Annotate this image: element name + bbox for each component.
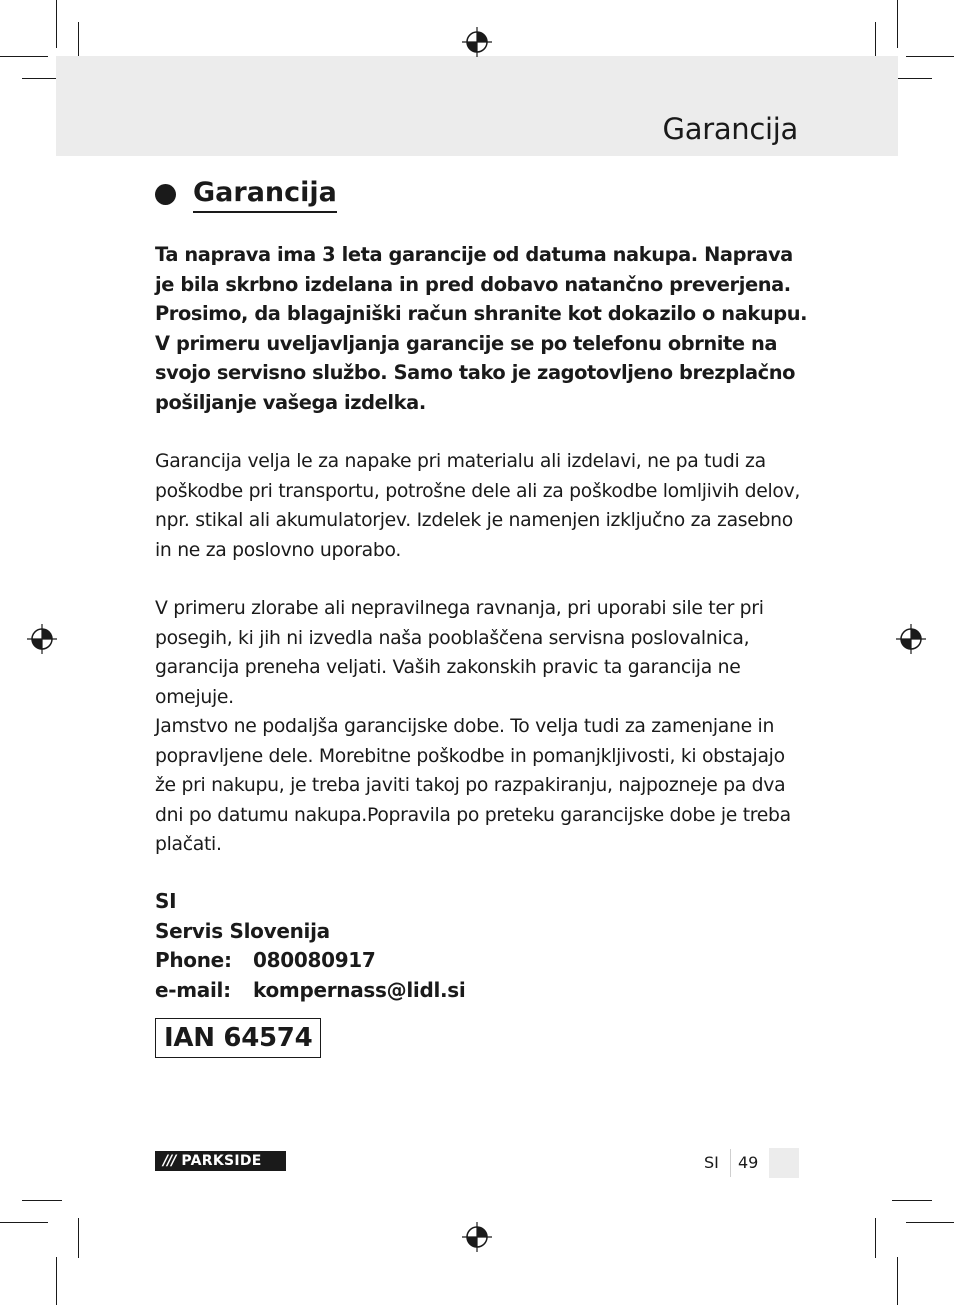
phone-label: Phone: [155, 948, 232, 972]
section-title: Garancija [193, 176, 337, 213]
crop-mark [875, 1218, 876, 1258]
service-contact [155, 887, 465, 1005]
paragraph-warranty-period: Jamstvo ne podaljša garancijske dobe. To velja tudi za zamenjane in popravljene dele. Morebitne poškodbe in pomanjkljivosti, ki obstajajo že pri nakupu, je treba javiti takoj po razpakiranju, najpozneje pa dva dni po datumu nakupa.Popravila po preteku garancijske dobe je treba plačati. [155, 716, 791, 855]
crop-mark [897, 1257, 898, 1305]
brand-slashes: /// [163, 1153, 176, 1169]
brand-name: PARKSIDE [181, 1153, 262, 1169]
crop-mark [78, 1218, 79, 1258]
email-address: kompernass@lidl.si [253, 977, 466, 1002]
crop-mark [906, 1222, 954, 1223]
crop-mark [56, 0, 57, 48]
paragraph-misuse: V primeru zlorabe ali nepravilnega ravnanja, pri uporabi sile ter pri posegih, ki jih ni izvedla naša pooblaščena servisna poslovalnica, garancija preneha veljati. Vaših zakonskih pravic ta garancija ne omejuje. [155, 598, 764, 708]
paragraph-scope: Garancija velja le za napake pri materialu ali izdelavi, ne pa tudi za poškodbe pri transportu, potrošne dele ali za poškodbe lomljivih delov, npr. stikal ali akumulatorjev. Izdelek je namenjen izključno za zasebno in ne za poslovno uporabo. [155, 451, 801, 561]
crop-mark [892, 1200, 932, 1201]
registration-mark-icon [462, 1222, 492, 1252]
ian-box: IAN 64574 [155, 1018, 321, 1058]
footer-language: SI [704, 1153, 719, 1172]
crop-mark [0, 1222, 48, 1223]
registration-mark-icon [27, 624, 57, 654]
crop-mark [892, 78, 932, 79]
bullet-icon [155, 184, 176, 205]
email-label: e-mail: [155, 977, 231, 1002]
crop-mark [0, 56, 48, 57]
registration-mark-icon [462, 27, 492, 57]
contact-email-row [155, 976, 465, 1006]
contact-country: SI [155, 889, 177, 913]
intro-paragraph: Ta naprava ima 3 leta garancije od datuma nakupa. Naprava je bila skrbno izdelana in pred dobavo natančno preverjena. Prosimo, da blagajniški račun shranite kot dokazilo o nakupu. V primeru uveljavljanja garancije se po telefonu obrnite na svojo servisno službo. Samo tako je zagotovljeno brezplačno pošiljanje vašega izdelka. [155, 243, 808, 414]
contact-phone-row [155, 946, 465, 976]
phone-number: 080080917 [253, 948, 376, 972]
section-heading [155, 176, 337, 213]
crop-mark [897, 0, 898, 48]
footer-divider [730, 1149, 731, 1177]
brand-logo [155, 1151, 286, 1171]
registration-mark-icon [896, 624, 926, 654]
page-header-title: Garancija [662, 112, 798, 146]
footer-tab-box [769, 1148, 799, 1178]
crop-mark [56, 1257, 57, 1305]
crop-mark [906, 56, 954, 57]
crop-mark [22, 1200, 62, 1201]
contact-service-name: Servis Slovenija [155, 918, 330, 943]
page-number: 49 [738, 1153, 759, 1172]
